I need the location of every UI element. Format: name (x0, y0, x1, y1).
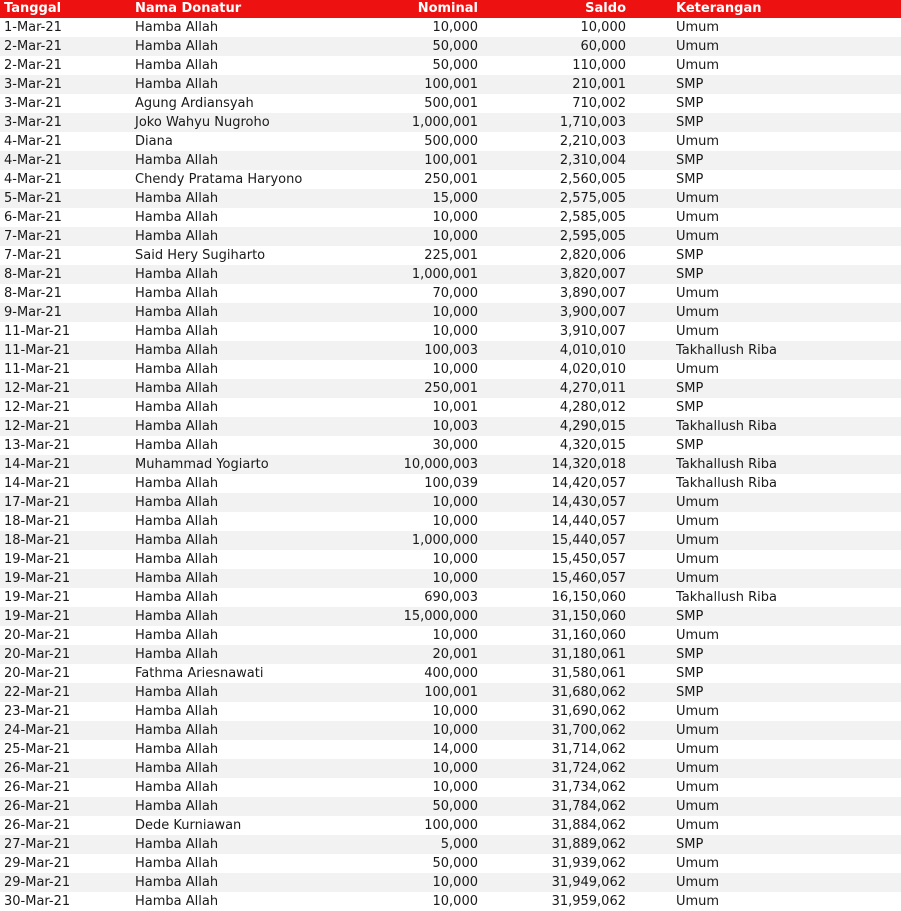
cell-nama-donatur: Hamba Allah (135, 552, 219, 567)
cell-tanggal: 26-Mar-21 (0, 797, 133, 816)
cell-saldo: 3,820,007 (484, 265, 632, 284)
cell-nominal: 10,000 (432, 628, 478, 643)
cell-nama-donatur: Hamba Allah (135, 286, 219, 301)
cell-nama-donatur: Hamba Allah (135, 476, 219, 491)
header-nama-donatur: Nama Donatur (133, 0, 360, 18)
cell-keterangan: SMP (676, 96, 704, 111)
cell-tanggal: 23-Mar-21 (4, 704, 71, 719)
cell-tanggal: 8-Mar-21 (0, 265, 133, 284)
cell-keterangan: Umum (676, 58, 720, 73)
cell-saldo: 10,000 (580, 20, 626, 35)
cell-keterangan: Umum (632, 531, 901, 550)
cell-keterangan: SMP (676, 248, 704, 263)
cell-nama-donatur: Hamba Allah (133, 493, 360, 512)
cell-tanggal: 19-Mar-21 (4, 590, 71, 605)
cell-saldo: 4,320,015 (559, 438, 626, 453)
cell-tanggal: 8-Mar-21 (4, 286, 62, 301)
cell-keterangan: Umum (632, 303, 901, 322)
cell-saldo: 4,020,010 (559, 362, 626, 377)
cell-tanggal: 18-Mar-21 (0, 531, 133, 550)
cell-saldo: 2,210,003 (559, 134, 626, 149)
cell-tanggal: 11-Mar-21 (4, 362, 71, 377)
cell-keterangan: Umum (676, 780, 720, 795)
cell-tanggal: 3-Mar-21 (0, 113, 133, 132)
cell-keterangan: Umum (676, 628, 720, 643)
cell-tanggal: 5-Mar-21 (0, 189, 133, 208)
table-body (0, 18, 901, 911)
cell-nama-donatur: Hamba Allah (133, 75, 360, 94)
cell-nominal: 30,000 (432, 438, 478, 453)
cell-saldo: 3,910,007 (559, 324, 626, 339)
cell-nominal: 10,000 (432, 704, 478, 719)
cell-saldo: 2,595,005 (484, 227, 632, 246)
table-row (0, 18, 901, 37)
cell-saldo: 31,160,060 (551, 628, 626, 643)
cell-nominal: 10,000 (360, 759, 484, 778)
cell-tanggal: 18-Mar-21 (4, 514, 71, 529)
table-row (0, 854, 901, 873)
cell-nominal: 10,000 (432, 324, 478, 339)
cell-nominal: 10,000 (432, 20, 478, 35)
table-row (0, 113, 901, 132)
cell-nama-donatur: Hamba Allah (133, 265, 360, 284)
cell-nominal: 250,001 (360, 379, 484, 398)
table-row (0, 759, 901, 778)
cell-keterangan: Umum (676, 514, 720, 529)
cell-saldo: 14,320,018 (484, 455, 632, 474)
table-row (0, 702, 901, 721)
cell-nama-donatur: Hamba Allah (133, 151, 360, 170)
cell-tanggal: 3-Mar-21 (4, 96, 62, 111)
table-row (0, 797, 901, 816)
cell-saldo: 16,150,060 (551, 590, 626, 605)
cell-saldo: 110,000 (572, 58, 626, 73)
cell-keterangan: SMP (676, 400, 704, 415)
cell-keterangan: SMP (676, 666, 704, 681)
table-row (0, 436, 901, 455)
cell-nama-donatur: Hamba Allah (133, 569, 360, 588)
cell-tanggal: 4-Mar-21 (4, 172, 62, 187)
cell-nama-donatur: Joko Wahyu Nugroho (133, 113, 360, 132)
cell-keterangan: Umum (632, 189, 901, 208)
cell-nominal: 690,003 (424, 590, 478, 605)
cell-keterangan: Umum (632, 493, 901, 512)
cell-nama-donatur: Hamba Allah (135, 704, 219, 719)
cell-tanggal: 27-Mar-21 (0, 835, 133, 854)
cell-tanggal: 19-Mar-21 (0, 607, 133, 626)
cell-nominal: 5,000 (360, 835, 484, 854)
header-tanggal: Tanggal (0, 0, 133, 18)
cell-nama-donatur: Hamba Allah (135, 856, 219, 871)
cell-saldo: 2,310,004 (484, 151, 632, 170)
cell-tanggal: 14-Mar-21 (0, 455, 133, 474)
cell-nama-donatur: Chendy Pratama Haryono (135, 172, 303, 187)
cell-keterangan: Umum (676, 818, 720, 833)
cell-tanggal: 29-Mar-21 (4, 856, 71, 871)
cell-nominal: 10,003 (360, 417, 484, 436)
cell-nama-donatur: Hamba Allah (133, 303, 360, 322)
cell-tanggal: 26-Mar-21 (4, 780, 71, 795)
cell-keterangan: SMP (676, 438, 704, 453)
cell-nama-donatur: Muhammad Yogiarto (133, 455, 360, 474)
cell-saldo: 1,710,003 (484, 113, 632, 132)
table-row (0, 208, 901, 227)
cell-tanggal: 2-Mar-21 (4, 58, 62, 73)
cell-keterangan: Takhallush Riba (632, 455, 901, 474)
cell-nama-donatur: Hamba Allah (135, 742, 219, 757)
cell-keterangan: Umum (632, 569, 901, 588)
table-row (0, 379, 901, 398)
table-row (0, 550, 901, 569)
cell-nama-donatur: Hamba Allah (133, 379, 360, 398)
cell-tanggal: 4-Mar-21 (0, 151, 133, 170)
header-saldo: Saldo (484, 0, 632, 18)
cell-tanggal: 11-Mar-21 (4, 324, 71, 339)
table-row (0, 265, 901, 284)
cell-tanggal: 1-Mar-21 (4, 20, 62, 35)
cell-nama-donatur: Hamba Allah (135, 894, 219, 909)
cell-keterangan: Umum (676, 856, 720, 871)
cell-tanggal: 26-Mar-21 (4, 818, 71, 833)
cell-keterangan: SMP (676, 172, 704, 187)
header-keterangan: Keterangan (632, 0, 901, 18)
table-row (0, 721, 901, 740)
cell-keterangan: Umum (676, 362, 720, 377)
cell-nama-donatur: Agung Ardiansyah (135, 96, 254, 111)
table-row (0, 531, 901, 550)
table-row (0, 740, 901, 759)
cell-saldo: 210,001 (484, 75, 632, 94)
cell-saldo: 14,440,057 (551, 514, 626, 529)
cell-keterangan: SMP (632, 151, 901, 170)
table-row (0, 455, 901, 474)
cell-nominal: 10,000 (360, 569, 484, 588)
cell-keterangan: Umum (676, 324, 720, 339)
cell-nama-donatur: Hamba Allah (133, 873, 360, 892)
cell-saldo: 31,690,062 (551, 704, 626, 719)
cell-nominal: 14,000 (432, 742, 478, 757)
table-row (0, 227, 901, 246)
cell-saldo: 31,680,062 (484, 683, 632, 702)
table-row (0, 873, 901, 892)
cell-saldo: 15,450,057 (551, 552, 626, 567)
table-row (0, 683, 901, 702)
cell-keterangan: Umum (676, 210, 720, 225)
cell-keterangan: SMP (632, 645, 901, 664)
cell-nama-donatur: Hamba Allah (133, 37, 360, 56)
cell-nominal: 10,000 (360, 721, 484, 740)
table-row (0, 94, 901, 113)
cell-nominal: 20,001 (360, 645, 484, 664)
cell-keterangan: Umum (632, 873, 901, 892)
cell-nominal: 15,000 (360, 189, 484, 208)
cell-nama-donatur: Hamba Allah (133, 683, 360, 702)
cell-keterangan: Umum (676, 742, 720, 757)
table-row (0, 341, 901, 360)
cell-tanggal: 20-Mar-21 (0, 645, 133, 664)
cell-nominal: 1,000,000 (360, 531, 484, 550)
cell-nominal: 1,000,001 (360, 265, 484, 284)
cell-nominal: 10,000 (360, 493, 484, 512)
cell-tanggal: 12-Mar-21 (4, 400, 71, 415)
cell-nominal: 500,001 (424, 96, 478, 111)
cell-nama-donatur: Hamba Allah (133, 759, 360, 778)
cell-nominal: 50,000 (432, 58, 478, 73)
cell-saldo: 31,939,062 (551, 856, 626, 871)
table-row (0, 645, 901, 664)
table-row (0, 246, 901, 265)
cell-saldo: 14,420,057 (551, 476, 626, 491)
cell-nominal: 10,000 (432, 894, 478, 909)
cell-saldo: 31,724,062 (484, 759, 632, 778)
cell-saldo: 4,290,015 (484, 417, 632, 436)
cell-saldo: 31,889,062 (484, 835, 632, 854)
cell-tanggal: 7-Mar-21 (0, 227, 133, 246)
cell-nominal: 10,000 (360, 227, 484, 246)
cell-saldo: 31,700,062 (484, 721, 632, 740)
cell-saldo: 3,900,007 (484, 303, 632, 322)
cell-saldo: 31,150,060 (484, 607, 632, 626)
table-row (0, 778, 901, 797)
cell-saldo: 4,270,011 (484, 379, 632, 398)
cell-nama-donatur: Hamba Allah (135, 514, 219, 529)
cell-nominal: 100,039 (424, 476, 478, 491)
table-row (0, 474, 901, 493)
cell-saldo: 31,734,062 (551, 780, 626, 795)
cell-saldo: 2,575,005 (484, 189, 632, 208)
table-header (0, 0, 901, 18)
table-row (0, 588, 901, 607)
cell-keterangan: Takhallush Riba (632, 341, 901, 360)
cell-tanggal: 26-Mar-21 (0, 759, 133, 778)
cell-nominal: 10,000 (360, 303, 484, 322)
cell-keterangan: SMP (632, 379, 901, 398)
cell-saldo: 31,180,061 (484, 645, 632, 664)
cell-nominal: 10,000 (432, 780, 478, 795)
cell-nama-donatur: Hamba Allah (133, 417, 360, 436)
table-row (0, 493, 901, 512)
cell-nominal: 10,000 (360, 873, 484, 892)
table-row (0, 607, 901, 626)
cell-saldo: 710,002 (572, 96, 626, 111)
cell-nama-donatur: Hamba Allah (135, 58, 219, 73)
cell-nominal: 10,000 (432, 210, 478, 225)
table-row (0, 569, 901, 588)
header-row (0, 0, 901, 18)
cell-nominal: 10,001 (432, 400, 478, 415)
table-row (0, 398, 901, 417)
cell-keterangan: Umum (632, 227, 901, 246)
cell-nama-donatur: Hamba Allah (135, 628, 219, 643)
cell-nominal: 250,001 (424, 172, 478, 187)
cell-nominal: 400,000 (424, 666, 478, 681)
cell-saldo: 31,580,061 (551, 666, 626, 681)
table-row (0, 284, 901, 303)
cell-tanggal: 19-Mar-21 (0, 569, 133, 588)
cell-tanggal: 13-Mar-21 (4, 438, 71, 453)
cell-tanggal: 20-Mar-21 (4, 666, 71, 681)
cell-nama-donatur: Said Hery Sugiharto (135, 248, 266, 263)
cell-saldo: 14,430,057 (484, 493, 632, 512)
cell-saldo: 4,280,012 (559, 400, 626, 415)
cell-nama-donatur: Hamba Allah (133, 797, 360, 816)
cell-saldo: 4,010,010 (484, 341, 632, 360)
cell-nama-donatur: Hamba Allah (135, 590, 219, 605)
table-row (0, 512, 901, 531)
cell-nama-donatur: Hamba Allah (133, 645, 360, 664)
table-row (0, 75, 901, 94)
cell-keterangan: Umum (676, 286, 720, 301)
cell-tanggal: 22-Mar-21 (0, 683, 133, 702)
table-row (0, 151, 901, 170)
cell-tanggal: 24-Mar-21 (0, 721, 133, 740)
cell-saldo: 15,460,057 (484, 569, 632, 588)
cell-tanggal: 11-Mar-21 (0, 341, 133, 360)
cell-keterangan: Umum (632, 759, 901, 778)
cell-keterangan: Umum (676, 704, 720, 719)
cell-nama-donatur: Hamba Allah (135, 400, 219, 415)
table-row (0, 56, 901, 75)
cell-tanggal: 14-Mar-21 (4, 476, 71, 491)
cell-tanggal: 6-Mar-21 (4, 210, 62, 225)
cell-nama-donatur: Hamba Allah (133, 531, 360, 550)
cell-tanggal: 4-Mar-21 (4, 134, 62, 149)
header-nominal: Nominal (360, 0, 484, 18)
cell-nama-donatur: Fathma Ariesnawati (135, 666, 264, 681)
cell-nominal: 10,000 (432, 514, 478, 529)
cell-tanggal: 3-Mar-21 (0, 75, 133, 94)
cell-nominal: 50,000 (360, 797, 484, 816)
cell-keterangan: Umum (676, 552, 720, 567)
cell-keterangan: SMP (632, 607, 901, 626)
cell-nama-donatur: Hamba Allah (133, 835, 360, 854)
cell-nominal: 10,000 (432, 552, 478, 567)
cell-keterangan: Umum (632, 37, 901, 56)
cell-nominal: 100,001 (360, 683, 484, 702)
cell-keterangan: SMP (632, 835, 901, 854)
cell-saldo: 31,949,062 (484, 873, 632, 892)
cell-nama-donatur: Hamba Allah (135, 324, 219, 339)
cell-saldo: 3,890,007 (559, 286, 626, 301)
cell-tanggal: 12-Mar-21 (0, 417, 133, 436)
table-row (0, 322, 901, 341)
cell-keterangan: Umum (632, 721, 901, 740)
cell-nominal: 100,000 (424, 818, 478, 833)
cell-keterangan: Umum (676, 894, 720, 909)
cell-nominal: 100,001 (360, 151, 484, 170)
cell-nominal: 1,000,001 (360, 113, 484, 132)
cell-saldo: 15,440,057 (484, 531, 632, 550)
cell-keterangan: SMP (632, 75, 901, 94)
cell-tanggal: 9-Mar-21 (0, 303, 133, 322)
cell-nominal: 15,000,000 (360, 607, 484, 626)
cell-keterangan: Takhallush Riba (676, 476, 777, 491)
cell-saldo: 31,714,062 (551, 742, 626, 757)
cell-nama-donatur: Hamba Allah (133, 189, 360, 208)
table-row (0, 835, 901, 854)
cell-tanggal: 17-Mar-21 (0, 493, 133, 512)
cell-nama-donatur: Dede Kurniawan (135, 818, 242, 833)
cell-saldo: 2,560,005 (559, 172, 626, 187)
cell-nominal: 70,000 (432, 286, 478, 301)
cell-saldo: 2,820,006 (559, 248, 626, 263)
cell-nominal: 100,003 (360, 341, 484, 360)
table-row (0, 132, 901, 151)
cell-tanggal: 25-Mar-21 (4, 742, 71, 757)
table-row (0, 170, 901, 189)
cell-keterangan: Umum (676, 134, 720, 149)
cell-nominal: 100,001 (360, 75, 484, 94)
table-row (0, 303, 901, 322)
table-row (0, 417, 901, 436)
cell-nominal: 500,000 (424, 134, 478, 149)
cell-saldo: 60,000 (484, 37, 632, 56)
cell-tanggal: 2-Mar-21 (0, 37, 133, 56)
cell-keterangan: Umum (632, 797, 901, 816)
table-row (0, 360, 901, 379)
table-row (0, 664, 901, 683)
cell-keterangan: SMP (632, 265, 901, 284)
cell-nominal: 225,001 (424, 248, 478, 263)
cell-nama-donatur: Hamba Allah (133, 721, 360, 740)
cell-nama-donatur: Hamba Allah (135, 362, 219, 377)
cell-nama-donatur: Hamba Allah (135, 780, 219, 795)
table-row (0, 892, 901, 911)
table-row (0, 626, 901, 645)
cell-nama-donatur: Hamba Allah (133, 607, 360, 626)
cell-saldo: 31,959,062 (551, 894, 626, 909)
cell-keterangan: SMP (632, 113, 901, 132)
cell-nama-donatur: Hamba Allah (135, 438, 219, 453)
cell-tanggal: 20-Mar-21 (4, 628, 71, 643)
cell-saldo: 2,585,005 (559, 210, 626, 225)
cell-keterangan: Umum (676, 20, 720, 35)
cell-saldo: 31,784,062 (484, 797, 632, 816)
cell-nominal: 50,000 (432, 856, 478, 871)
cell-nama-donatur: Hamba Allah (135, 20, 219, 35)
table-row (0, 37, 901, 56)
cell-keterangan: SMP (632, 683, 901, 702)
cell-tanggal: 30-Mar-21 (4, 894, 71, 909)
cell-keterangan: Takhallush Riba (676, 590, 777, 605)
cell-tanggal: 7-Mar-21 (4, 248, 62, 263)
cell-nama-donatur: Hamba Allah (133, 341, 360, 360)
cell-nominal: 50,000 (360, 37, 484, 56)
cell-nama-donatur: Hamba Allah (133, 227, 360, 246)
cell-tanggal: 12-Mar-21 (0, 379, 133, 398)
cell-tanggal: 19-Mar-21 (4, 552, 71, 567)
cell-nama-donatur: Diana (135, 134, 173, 149)
cell-nama-donatur: Hamba Allah (135, 210, 219, 225)
cell-tanggal: 29-Mar-21 (0, 873, 133, 892)
cell-nominal: 10,000,003 (360, 455, 484, 474)
table-row (0, 189, 901, 208)
table-row (0, 816, 901, 835)
cell-keterangan: Takhallush Riba (632, 417, 901, 436)
cell-nominal: 10,000 (432, 362, 478, 377)
cell-saldo: 31,884,062 (551, 818, 626, 833)
